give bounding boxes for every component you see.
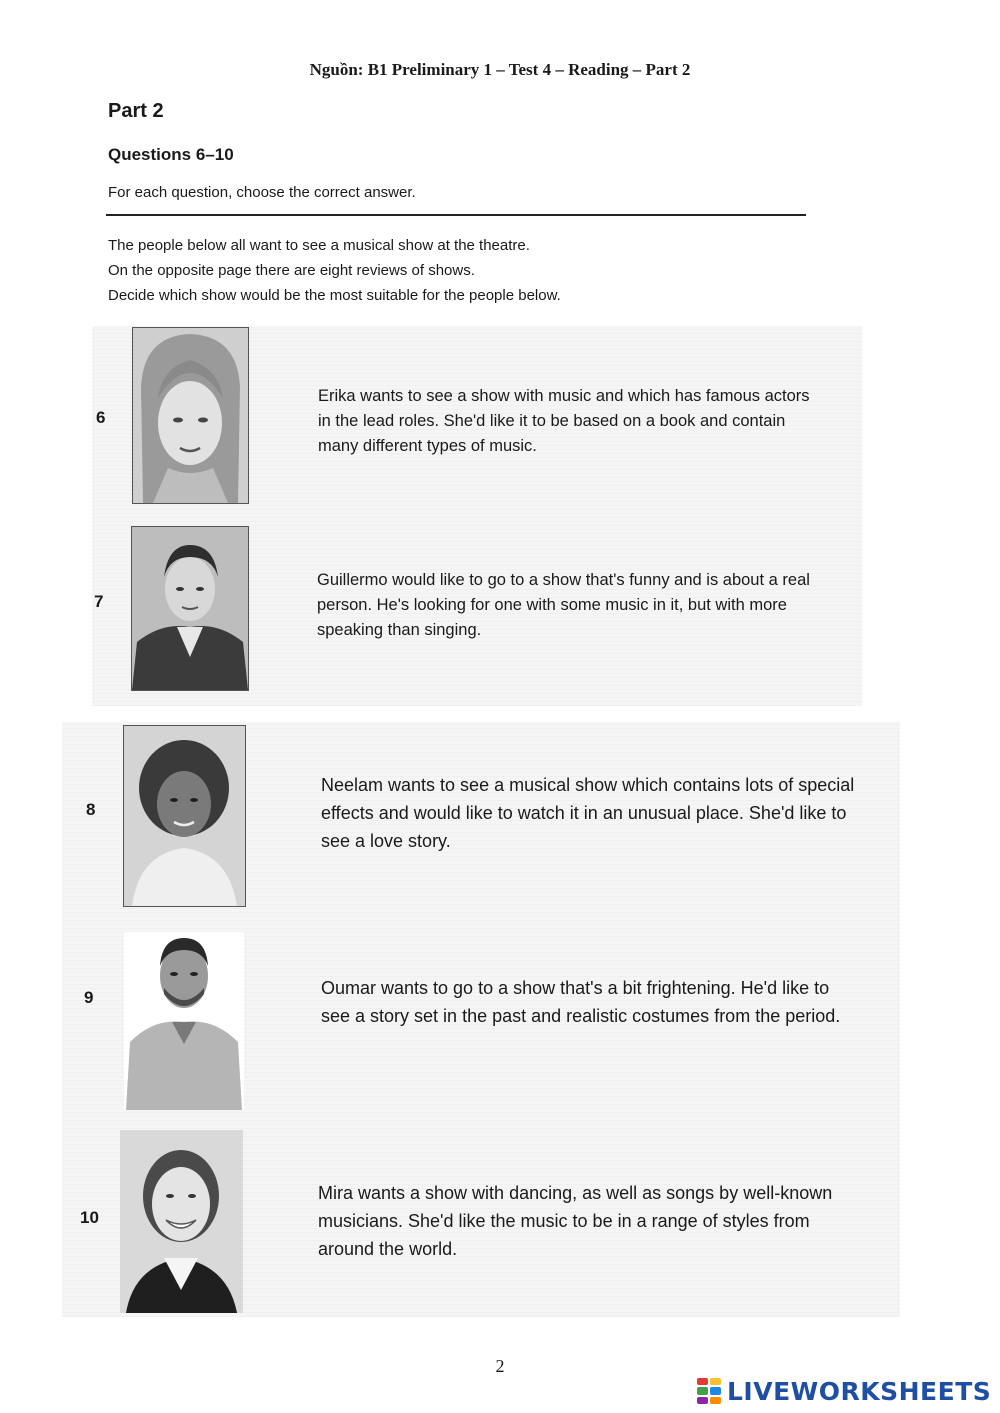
divider [106,214,806,216]
intro-line: The people below all want to see a musical show at the theatre. [108,237,530,254]
question-number: 9 [84,988,94,1007]
question-number: 8 [86,800,96,819]
question-text [318,384,810,459]
question-number: 7 [94,592,104,611]
question-line: see a love story. [321,831,451,851]
question-line: around the world. [318,1239,458,1259]
brand-text: LIVEWORKSHEETS [727,1376,992,1406]
question-line: many different types of music. [318,437,537,455]
question-line: speaking than singing. [317,621,482,639]
question-line: Oumar wants to go to a show that's a bit frightening. He'd like to [321,978,830,998]
question-line: Neelam wants to see a musical show which contains lots of special [321,775,855,795]
question-number: 6 [96,408,106,427]
intro-line: On the opposite page there are eight reviews of shows. [108,262,475,279]
erika-photo [132,327,249,504]
question-line: in the lead roles. She'd like it to be based on a book and contain [318,412,786,430]
liveworksheets-logo-icon [697,1378,721,1404]
question-text [321,771,854,855]
part-title: Part 2 [108,100,164,122]
question-text [321,974,840,1030]
question-number: 10 [80,1208,99,1227]
questions-label: Questions 6–10 [108,145,234,164]
page-number: 2 [495,1356,505,1376]
instruction: For each question, choose the correct answer. [108,184,416,201]
neelam-photo [123,725,246,907]
liveworksheets-brand[interactable] [697,1376,991,1406]
question-text [317,568,810,643]
guillermo-photo [131,526,249,691]
question-line: Guillermo would like to go to a show that's funny and is about a real [317,571,810,589]
question-line: Erika wants to see a show with music and which has famous actors [318,387,810,405]
question-line: Mira wants a show with dancing, as well as songs by well-known [318,1183,833,1203]
question-line: person. He's looking for one with some music in it, but with more [317,596,787,614]
mira-photo [120,1130,243,1313]
oumar-photo [124,932,244,1110]
intro-text [108,233,561,308]
question-line: effects and would like to watch it in an unusual place. She'd like to [321,803,847,823]
question-line: musicians. She'd like the music to be in a range of styles from [318,1211,810,1231]
question-line: see a story set in the past and realistic costumes from the period. [321,1006,841,1026]
question-text [318,1179,832,1263]
source-header: Nguồn: B1 Preliminary 1 – Test 4 – Reading – Part 2 [309,60,691,79]
intro-line: Decide which show would be the most suitable for the people below. [108,287,561,304]
